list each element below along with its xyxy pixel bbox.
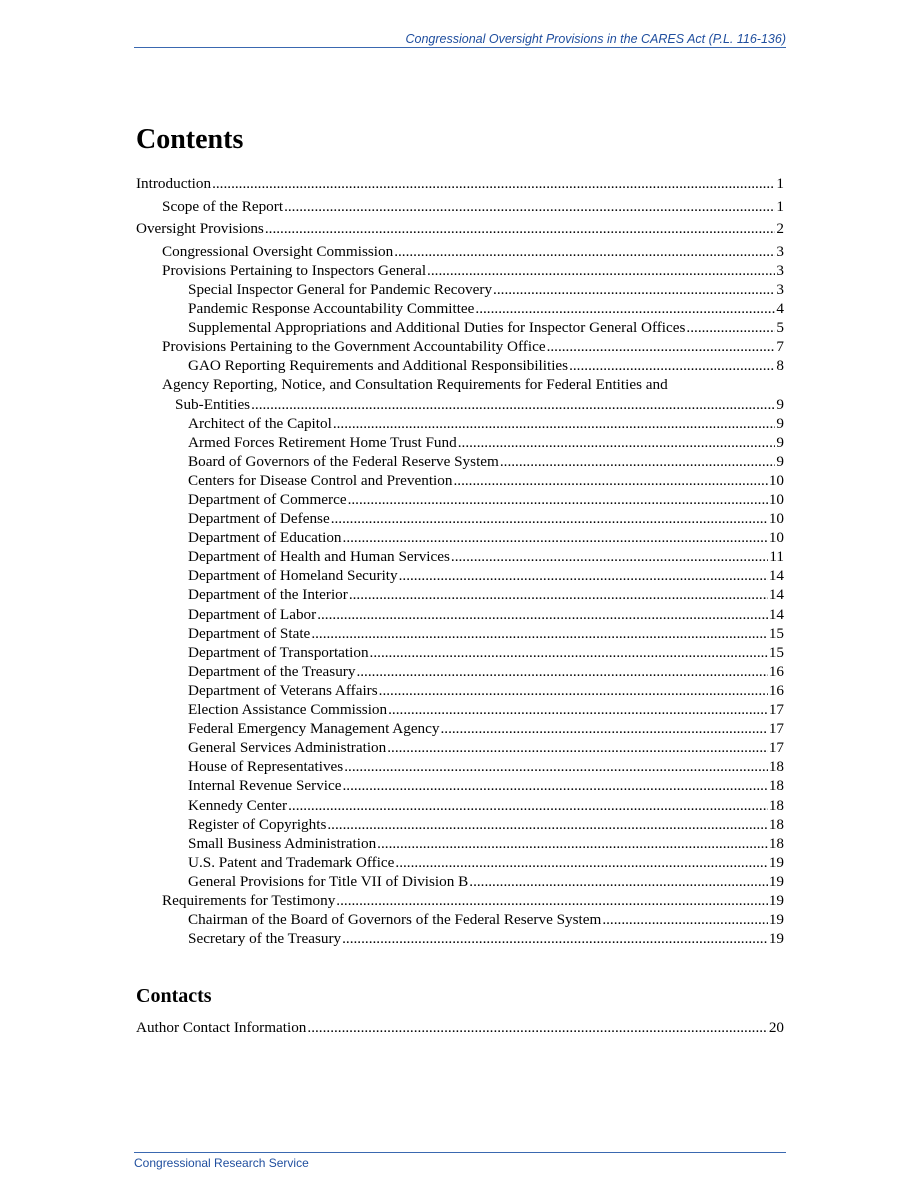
dot-leader: [333, 414, 776, 433]
dot-leader: [453, 471, 767, 490]
toc-entry[interactable]: [136, 219, 784, 238]
page-number: 18: [768, 834, 784, 852]
page-number: 14: [768, 567, 784, 585]
page-number: 14: [768, 605, 784, 623]
toc-entry[interactable]: [136, 414, 784, 433]
dot-leader: [469, 872, 768, 891]
page-number: 9: [776, 452, 784, 470]
toc-entry-text[interactable]: Small Business Administration: [188, 834, 377, 852]
toc-entry-text[interactable]: Register of Copyrights: [188, 815, 327, 833]
toc-entry-text[interactable]: Federal Emergency Management Agency: [188, 720, 440, 738]
page-number: 3: [776, 280, 784, 298]
page-number: 9: [776, 414, 784, 432]
dot-leader: [686, 318, 775, 337]
dot-leader: [265, 219, 776, 238]
page-number: 15: [768, 643, 784, 661]
toc-entry-text[interactable]: Kennedy Center: [188, 796, 288, 814]
toc-entry-text[interactable]: Department of Education: [188, 529, 342, 547]
running-header: Congressional Oversight Provisions in the CARES Act (P.L. 116-136): [134, 32, 786, 48]
dot-leader: [388, 700, 768, 719]
dot-leader: [327, 815, 767, 834]
toc-entry[interactable]: [136, 872, 784, 891]
toc-entry-text[interactable]: Department of Defense: [188, 510, 330, 528]
dot-leader: [251, 395, 775, 414]
toc-entry-text[interactable]: Chairman of the Board of Governors of the Federal Reserve System: [188, 911, 602, 929]
toc-entry-text[interactable]: Department of the Treasury: [188, 662, 356, 680]
toc-entry-text[interactable]: Department of Transportation: [188, 643, 369, 661]
toc-entry[interactable]: [136, 280, 784, 299]
toc-entry-text[interactable]: Scope of the Report: [162, 197, 284, 215]
page-number: 14: [768, 586, 784, 604]
dot-leader: [212, 174, 775, 193]
toc-entry-text[interactable]: Department of Commerce: [188, 491, 347, 508]
toc-entry-text[interactable]: Architect of the Capitol: [188, 414, 332, 432]
dot-leader: [370, 643, 768, 662]
dot-leader: [427, 261, 775, 280]
toc-entry[interactable]: [136, 757, 784, 776]
toc-entry-text[interactable]: Provisions Pertaining to the Government Accountability Office: [162, 338, 546, 356]
toc-entry-text[interactable]: Department of Health and Human Services: [188, 548, 450, 566]
toc-entry[interactable]: [136, 356, 784, 375]
toc-entry[interactable]: [136, 681, 784, 700]
page-footer: Congressional Research Service: [134, 1152, 786, 1170]
toc-entry-text[interactable]: GAO Reporting Requirements and Additional Responsibilities: [188, 357, 569, 375]
toc-entry-text[interactable]: Department of State: [188, 624, 311, 642]
page-number: 7: [776, 338, 784, 356]
page-number: 1: [776, 197, 784, 215]
toc-entry-text[interactable]: Department of the Interior: [188, 586, 348, 604]
page-number: 18: [768, 796, 784, 814]
toc-entry[interactable]: [136, 815, 784, 834]
page-number: 5: [776, 319, 784, 337]
dot-leader: [356, 662, 767, 681]
dot-leader: [394, 242, 775, 261]
toc-entry[interactable]: [136, 834, 784, 853]
dot-leader: [493, 280, 775, 299]
toc-entry[interactable]: [136, 242, 784, 261]
toc-entry-text[interactable]: Armed Forces Retirement Home Trust Fund: [188, 433, 457, 451]
page-number: 18: [768, 758, 784, 776]
toc-entry[interactable]: [136, 700, 784, 719]
page-number: 1: [776, 175, 784, 192]
toc-entry-text[interactable]: General Services Administration: [188, 739, 387, 757]
toc-entry[interactable]: [136, 471, 784, 490]
toc-entry-text[interactable]: Special Inspector General for Pandemic Recovery: [188, 280, 493, 298]
toc-entry[interactable]: [136, 318, 784, 337]
dot-leader: [569, 356, 775, 375]
dot-leader: [317, 605, 768, 624]
dot-leader: [602, 910, 767, 929]
toc-entry-text[interactable]: Secretary of the Treasury: [188, 930, 342, 948]
page-number: 2: [776, 220, 784, 238]
toc-entry[interactable]: [136, 197, 784, 216]
toc-entry[interactable]: [136, 1018, 784, 1037]
contacts-heading: Contacts: [136, 985, 212, 1007]
table-of-contents: [136, 174, 784, 948]
page-number: 17: [768, 739, 784, 757]
dot-leader: [284, 197, 775, 216]
toc-entry[interactable]: [136, 585, 784, 604]
toc-entry[interactable]: [136, 662, 784, 681]
page-number: 9: [776, 433, 784, 451]
page-number: 10: [768, 471, 784, 489]
dot-leader: [331, 509, 768, 528]
page-number: 10: [768, 529, 784, 547]
toc-entry-text[interactable]: Department of Veterans Affairs: [188, 681, 378, 699]
dot-leader: [475, 299, 775, 318]
toc-entry[interactable]: [136, 796, 784, 815]
toc-entry-text[interactable]: Agency Reporting, Notice, and Consultation Requirements for Federal Entities and: [162, 376, 668, 394]
toc-entry[interactable]: [136, 566, 784, 585]
dot-leader: [343, 528, 768, 547]
dot-leader: [377, 834, 768, 853]
page-number: 9: [776, 395, 784, 413]
toc-entry[interactable]: [136, 547, 784, 566]
page-number: 19: [768, 853, 784, 871]
dot-leader: [342, 929, 768, 948]
page-number: 17: [768, 701, 784, 719]
toc-entry[interactable]: [136, 643, 784, 662]
dot-leader: [349, 585, 768, 604]
toc-entry-text[interactable]: U.S. Patent and Trademark Office: [188, 853, 395, 871]
toc-entry[interactable]: [136, 174, 784, 193]
toc-entry[interactable]: [136, 433, 784, 452]
toc-entry[interactable]: [136, 624, 784, 643]
toc-entry[interactable]: [136, 299, 784, 318]
toc-entry[interactable]: [136, 929, 784, 948]
toc-entry[interactable]: [136, 509, 784, 528]
page-number: 19: [768, 891, 784, 909]
page-number: 16: [768, 662, 784, 680]
toc-entry[interactable]: [136, 891, 784, 910]
toc-entry-text[interactable]: Congressional Oversight Commission: [162, 242, 394, 260]
toc-entry-text[interactable]: Department of Homeland Security: [188, 567, 398, 585]
page-number: 11: [769, 548, 784, 566]
page-number: 19: [768, 911, 784, 929]
toc-entry-text[interactable]: Oversight Provisions: [136, 220, 264, 238]
page-number: 10: [768, 491, 784, 508]
dot-leader: [344, 757, 768, 776]
dot-leader: [387, 738, 768, 757]
dot-leader: [307, 1018, 767, 1037]
page-number: 19: [768, 930, 784, 948]
toc-entry[interactable]: [136, 261, 784, 280]
dot-leader: [451, 547, 768, 566]
page-number: 20: [768, 1019, 784, 1036]
dot-leader: [547, 337, 776, 356]
toc-entry-text[interactable]: Board of Governors of the Federal Reserve System: [188, 452, 499, 470]
toc-entry-text[interactable]: General Provisions for Title VII of Division B: [188, 872, 469, 890]
toc-entry-text[interactable]: Election Assistance Commission: [188, 701, 388, 719]
contacts-list: [136, 1018, 784, 1037]
toc-entry-text[interactable]: Internal Revenue Service: [188, 777, 342, 795]
toc-entry-text[interactable]: Department of Labor: [188, 605, 317, 623]
dot-leader: [288, 796, 768, 815]
toc-entry-text[interactable]: Sub-Entities: [175, 395, 251, 413]
page-number: 8: [776, 357, 784, 375]
dot-leader: [440, 719, 767, 738]
page-number: 19: [768, 872, 784, 890]
page-number: 16: [768, 681, 784, 699]
toc-entry-text[interactable]: Provisions Pertaining to Inspectors General: [162, 261, 427, 279]
toc-entry[interactable]: [136, 910, 784, 929]
toc-entry[interactable]: [136, 719, 784, 738]
dot-leader: [336, 891, 768, 910]
page-number: 4: [776, 300, 784, 318]
dot-leader: [399, 566, 768, 585]
page-number: 3: [776, 261, 784, 279]
toc-entry-text[interactable]: Introduction: [136, 175, 212, 192]
toc-entry[interactable]: [136, 853, 784, 872]
dot-leader: [343, 776, 768, 795]
toc-entry[interactable]: [136, 452, 784, 471]
toc-entry[interactable]: [136, 337, 784, 356]
toc-entry[interactable]: [136, 776, 784, 795]
page-number: 3: [776, 242, 784, 260]
page-number: 15: [768, 624, 784, 642]
toc-entry-text[interactable]: Requirements for Testimony: [162, 891, 336, 909]
contents-heading: Contents: [136, 124, 244, 155]
page-number: 18: [768, 777, 784, 795]
toc-entry-text[interactable]: Centers for Disease Control and Prevention: [188, 471, 453, 489]
toc-entry[interactable]: [136, 605, 784, 624]
toc-entry[interactable]: [136, 395, 784, 414]
page-number: 18: [768, 815, 784, 833]
toc-entry[interactable]: [136, 738, 784, 757]
dot-leader: [395, 853, 767, 872]
page-number: 17: [768, 720, 784, 738]
toc-entry-text[interactable]: Pandemic Response Accountability Committee: [188, 300, 475, 318]
toc-entry-text[interactable]: Supplemental Appropriations and Additional Duties for Inspector General Offices: [188, 319, 686, 337]
toc-entry[interactable]: [136, 528, 784, 547]
dot-leader: [311, 624, 768, 643]
page-number: 10: [768, 510, 784, 528]
toc-entry-text[interactable]: House of Representatives: [188, 758, 344, 776]
dot-leader: [500, 452, 776, 471]
dot-leader: [379, 681, 768, 700]
toc-entry-text[interactable]: Author Contact Information: [136, 1019, 307, 1036]
dot-leader: [458, 433, 776, 452]
toc-entry[interactable]: [136, 490, 784, 509]
dot-leader: [348, 490, 768, 509]
